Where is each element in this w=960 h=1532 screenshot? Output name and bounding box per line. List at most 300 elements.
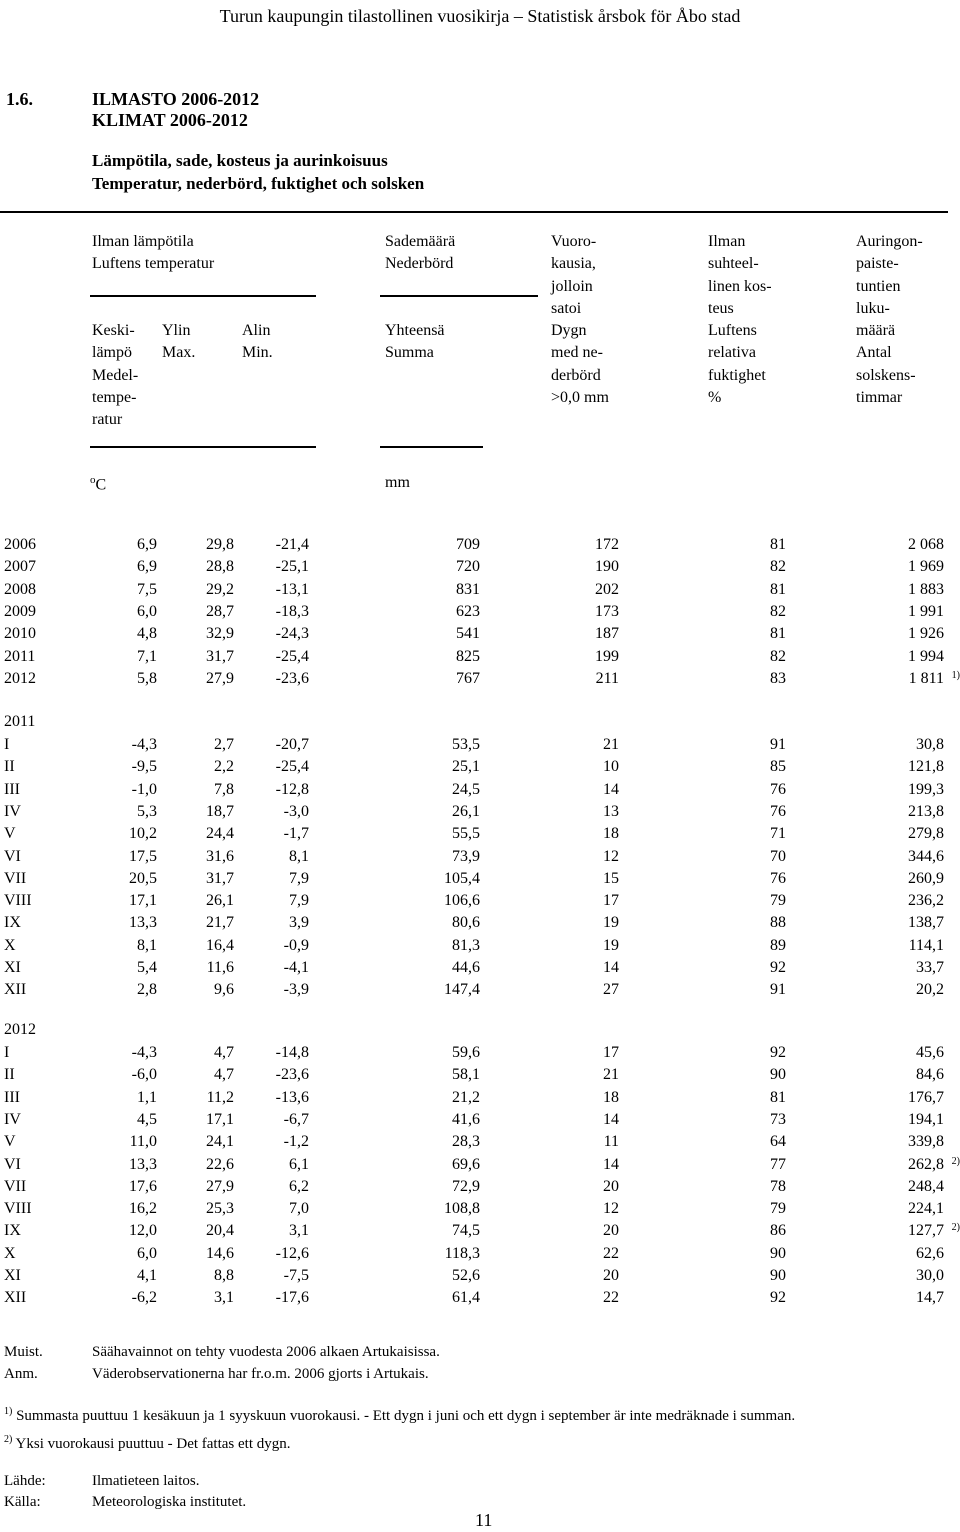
cell-days: 22 — [603, 1244, 619, 1262]
cell-max: 17,1 — [206, 1110, 234, 1128]
cell-days: 20 — [603, 1267, 619, 1284]
table-row — [0, 1133, 960, 1155]
cell-label: VIII — [4, 1200, 32, 1218]
cell-min: -1,2 — [283, 1133, 309, 1151]
section-number: 1.6. — [6, 89, 33, 109]
cell-prec: 106,6 — [444, 892, 480, 910]
cell-label: VI — [4, 1155, 21, 1173]
cell-hum: 71 — [770, 825, 786, 843]
header-prec-group: Sademäärä Nederbörd — [385, 233, 456, 273]
cell-days: 12 — [603, 847, 619, 865]
table-row — [0, 914, 960, 936]
cell-label: 2007 — [4, 558, 36, 576]
cell-label: XII — [4, 1289, 27, 1307]
cell-prec: 541 — [456, 625, 480, 643]
cell-days: 18 — [603, 1088, 619, 1106]
cell-sun: 344,6 — [908, 847, 944, 865]
cell-prec: 147,4 — [444, 981, 480, 999]
cell-mean: 6,0 — [137, 1244, 157, 1262]
table-row — [0, 1289, 960, 1311]
cell-max: 4,7 — [214, 1044, 234, 1061]
cell-hum: 79 — [770, 892, 786, 910]
cell-label: 2008 — [4, 580, 36, 598]
cell-mean: 10,2 — [129, 825, 157, 843]
cell-prec: 709 — [456, 536, 480, 553]
cell-mean: 2,8 — [137, 981, 157, 999]
table-row — [0, 937, 960, 959]
header-rain-days: Vuoro- kausia, jolloin satoi Dygn med ne- derbörd >0,0 mm — [551, 233, 609, 407]
cell-mean: 4,5 — [137, 1110, 157, 1128]
section-subtitle-fi: Lämpötila, sade, kosteus ja aurinkoisuus — [92, 151, 388, 170]
cell-prec: 73,9 — [452, 847, 480, 865]
table-row — [0, 1156, 960, 1178]
block-year-2011 — [0, 713, 960, 735]
section-title-sv: KLIMAT 2006-2012 — [92, 110, 248, 130]
cell-min: 7,9 — [289, 869, 309, 887]
header-temp-max: Ylin Max. — [162, 322, 196, 362]
cell-prec: 28,3 — [452, 1133, 480, 1151]
cell-prec: 41,6 — [452, 1110, 480, 1128]
cell-hum: 82 — [770, 647, 786, 665]
footnote-1 — [4, 1406, 795, 1425]
cell-hum: 91 — [770, 736, 786, 753]
cell-mean: -4,3 — [131, 736, 157, 753]
cell-min: 7,9 — [289, 892, 309, 910]
cell-sun: 30,0 — [916, 1267, 944, 1284]
cell-hum: 81 — [770, 625, 786, 643]
cell-max: 2,7 — [214, 736, 234, 753]
cell-min: -25,1 — [275, 558, 309, 576]
cell-min: -3,0 — [283, 802, 309, 820]
table-row — [0, 603, 960, 625]
cell-sun: 2 068 — [908, 536, 944, 553]
cell-max: 4,7 — [214, 1066, 234, 1084]
cell-min: 8,1 — [289, 847, 309, 865]
cell-min: -25,4 — [275, 647, 309, 665]
cell-days: 190 — [595, 558, 619, 576]
cell-hum: 83 — [770, 669, 786, 687]
cell-label: XI — [4, 1267, 21, 1284]
cell-prec: 80,6 — [452, 914, 480, 932]
cell-sun: 213,8 — [908, 802, 944, 820]
cell-hum: 77 — [770, 1155, 786, 1173]
cell-prec: 55,5 — [452, 825, 480, 843]
footnote-2-text: Yksi vuorokausi puuttuu - Det fattas ett dygn. — [15, 1436, 291, 1452]
cell-days: 14 — [603, 780, 619, 798]
cell-hum: 91 — [770, 981, 786, 999]
cell-mean: 20,5 — [129, 869, 157, 887]
cell-days: 19 — [603, 914, 619, 932]
cell-hum: 90 — [770, 1244, 786, 1262]
cell-hum: 81 — [770, 580, 786, 598]
cell-days: 12 — [603, 1200, 619, 1218]
cell-max: 25,3 — [206, 1200, 234, 1218]
cell-label: VII — [4, 869, 27, 887]
cell-days: 172 — [595, 536, 619, 553]
cell-mean: 5,3 — [137, 802, 157, 820]
cell-mean: 17,1 — [129, 892, 157, 910]
cell-max: 24,1 — [206, 1133, 234, 1151]
cell-prec: 24,5 — [452, 780, 480, 798]
cell-sun: 1 883 — [908, 580, 944, 598]
cell-min: -21,4 — [275, 536, 309, 553]
cell-min: 7,0 — [289, 1200, 309, 1218]
table-row — [0, 670, 960, 692]
cell-min: -6,7 — [283, 1110, 309, 1128]
table-row — [0, 825, 960, 847]
cell-hum: 76 — [770, 802, 786, 820]
cell-mean: 4,1 — [137, 1267, 157, 1284]
cell-sun: 224,1 — [908, 1200, 944, 1218]
cell-label: V — [4, 825, 16, 843]
cell-max: 20,4 — [206, 1222, 234, 1240]
cell-hum: 85 — [770, 758, 786, 776]
table-row — [0, 581, 960, 603]
cell-min: -18,3 — [275, 602, 309, 620]
cell-footnote-mark: 2) — [951, 1222, 960, 1234]
cell-footnote-mark: 2) — [951, 1155, 960, 1167]
table-row — [0, 1044, 960, 1066]
cell-hum: 81 — [770, 536, 786, 553]
table-row — [0, 1178, 960, 1200]
cell-days: 19 — [603, 936, 619, 954]
table-row — [0, 803, 960, 825]
cell-label: III — [4, 1088, 20, 1106]
table-row — [0, 848, 960, 870]
cell-days: 14 — [603, 1155, 619, 1173]
cell-sun: 84,6 — [916, 1066, 944, 1084]
cell-max: 28,8 — [206, 558, 234, 576]
cell-max: 24,4 — [206, 825, 234, 843]
block-year-text: 2012 — [4, 1021, 36, 1038]
cell-hum: 82 — [770, 558, 786, 576]
cell-max: 11,6 — [206, 959, 234, 976]
cell-min: 3,1 — [289, 1222, 309, 1240]
cell-label: 2010 — [4, 625, 36, 643]
table-top-rule — [0, 211, 948, 213]
source-label-sv: Källa: — [4, 1494, 41, 1510]
cell-mean: 6,9 — [137, 536, 157, 553]
footnote-1-mark: 1) — [4, 1406, 13, 1417]
header-prec-sum: Yhteensä Summa — [385, 322, 445, 362]
header-temp-mean: Keski- lämpö Medel- tempe- ratur — [92, 322, 139, 429]
footnote-2 — [4, 1434, 291, 1453]
cell-days: 211 — [595, 669, 619, 687]
cell-mean: 11,0 — [129, 1133, 157, 1151]
cell-days: 22 — [603, 1289, 619, 1307]
section-title-fi: ILMASTO 2006-2012 — [92, 89, 260, 109]
cell-sun: 339,8 — [908, 1133, 944, 1151]
cell-hum: 92 — [770, 1289, 786, 1307]
cell-sun: 199,3 — [908, 780, 944, 798]
cell-days: 21 — [603, 1066, 619, 1084]
cell-max: 11,2 — [206, 1088, 234, 1106]
cell-hum: 64 — [770, 1133, 786, 1151]
source-text-fi: Ilmatieteen laitos. — [92, 1473, 200, 1489]
table-row — [0, 1066, 960, 1088]
cell-mean: 1,1 — [137, 1088, 157, 1106]
cell-max: 14,6 — [206, 1244, 234, 1262]
cell-days: 15 — [603, 869, 619, 887]
section-subtitle-sv: Temperatur, nederbörd, fuktighet och solsken — [92, 174, 425, 193]
header-humidity: Ilman suhteel- linen kos- teus Luftens relativa fuktighet % — [708, 233, 772, 407]
cell-label: 2006 — [4, 536, 36, 553]
cell-hum: 73 — [770, 1110, 786, 1128]
cell-mean: 6,0 — [137, 602, 157, 620]
cell-mean: -6,0 — [131, 1066, 157, 1084]
cell-sun: 176,7 — [908, 1088, 944, 1106]
cell-days: 10 — [603, 758, 619, 776]
header-sunshine: Auringon- paiste- tuntien luku- määrä Antal solskens- timmar — [856, 233, 923, 407]
cell-min: -0,9 — [283, 936, 309, 954]
source-text-sv: Meteorologiska institutet. — [92, 1494, 247, 1510]
cell-mean: 6,9 — [137, 558, 157, 576]
note-text-sv: Väderobservationerna har fr.o.m. 2006 gjorts i Artukais. — [92, 1366, 429, 1382]
cell-hum: 82 — [770, 602, 786, 620]
table-row — [0, 736, 960, 758]
cell-label: IV — [4, 1110, 21, 1128]
cell-days: 27 — [603, 981, 619, 999]
cell-min: -3,9 — [283, 981, 309, 999]
cell-mean: 16,2 — [129, 1200, 157, 1218]
temp-unit-rule — [90, 446, 316, 448]
table-row — [0, 558, 960, 580]
table-row — [0, 892, 960, 914]
cell-label: III — [4, 780, 20, 798]
cell-mean: -9,5 — [131, 758, 157, 776]
header-temp-group: Ilman lämpötila Luftens temperatur — [92, 233, 215, 273]
note-label-sv: Anm. — [4, 1366, 38, 1382]
table-row — [0, 1267, 960, 1289]
cell-max: 2,2 — [214, 758, 234, 776]
cell-max: 21,7 — [206, 914, 234, 932]
cell-max: 29,2 — [206, 580, 234, 598]
cell-hum: 92 — [770, 959, 786, 976]
cell-prec: 58,1 — [452, 1066, 480, 1084]
cell-sun: 1 991 — [908, 602, 944, 620]
cell-label: XII — [4, 981, 27, 999]
note-label-fi: Muist. — [4, 1344, 43, 1360]
cell-label: V — [4, 1133, 16, 1151]
cell-prec: 44,6 — [452, 959, 480, 976]
cell-max: 28,7 — [206, 602, 234, 620]
cell-hum: 76 — [770, 780, 786, 798]
cell-mean: 5,8 — [137, 669, 157, 687]
cell-prec: 74,5 — [452, 1222, 480, 1240]
cell-prec: 720 — [456, 558, 480, 576]
table-row — [0, 870, 960, 892]
page-header: Turun kaupungin tilastollinen vuosikirja – Statistisk årsbok för Åbo stad — [219, 6, 741, 26]
cell-mean: -1,0 — [131, 780, 157, 798]
cell-days: 13 — [603, 802, 619, 820]
cell-label: IV — [4, 802, 21, 820]
cell-sun: 20,2 — [916, 981, 944, 999]
cell-prec: 69,6 — [452, 1155, 480, 1173]
cell-label: 2011 — [4, 647, 36, 665]
page-number: 11 — [475, 1510, 493, 1530]
table-row — [0, 781, 960, 803]
cell-mean: 7,5 — [137, 580, 157, 598]
cell-hum: 70 — [770, 847, 786, 865]
cell-days: 17 — [603, 1044, 619, 1061]
cell-label: I — [4, 1044, 10, 1061]
cell-max: 31,7 — [206, 869, 234, 887]
prec-unit-rule — [380, 446, 483, 448]
cell-days: 14 — [603, 1110, 619, 1128]
cell-prec: 825 — [456, 647, 480, 665]
cell-mean: 8,1 — [137, 936, 157, 954]
cell-sun: 279,8 — [908, 825, 944, 843]
cell-sun: 1 811 — [908, 669, 944, 687]
cell-min: -7,5 — [283, 1267, 309, 1284]
table-row — [0, 1200, 960, 1222]
note-text-fi: Säähavainnot on tehty vuodesta 2006 alkaen Artukaisissa. — [92, 1344, 440, 1360]
cell-min: -23,6 — [275, 1066, 309, 1084]
cell-min: -14,8 — [275, 1044, 309, 1061]
cell-label: VII — [4, 1177, 27, 1195]
cell-sun: 1 994 — [908, 647, 944, 665]
table-row — [0, 1222, 960, 1244]
cell-max: 16,4 — [206, 936, 234, 954]
cell-prec: 25,1 — [452, 758, 480, 776]
cell-mean: 17,5 — [129, 847, 157, 865]
cell-min: 6,1 — [289, 1155, 309, 1173]
table-row — [0, 648, 960, 670]
cell-min: -13,1 — [275, 580, 309, 598]
cell-mean: 13,3 — [129, 914, 157, 932]
cell-days: 173 — [595, 602, 619, 620]
cell-hum: 76 — [770, 869, 786, 887]
cell-mean: -4,3 — [131, 1044, 157, 1061]
cell-label: II — [4, 1066, 15, 1084]
cell-max: 27,9 — [206, 669, 234, 687]
cell-min: -4,1 — [283, 959, 309, 976]
cell-days: 20 — [603, 1177, 619, 1195]
cell-days: 11 — [603, 1133, 619, 1151]
cell-label: I — [4, 736, 10, 753]
table-row — [0, 1245, 960, 1267]
cell-prec: 61,4 — [452, 1289, 480, 1307]
cell-max: 26,1 — [206, 892, 234, 910]
cell-max: 31,7 — [206, 647, 234, 665]
cell-days: 18 — [603, 825, 619, 843]
cell-min: -12,8 — [275, 780, 309, 798]
cell-sun: 262,8 — [908, 1155, 944, 1173]
cell-mean: 13,3 — [129, 1155, 157, 1173]
cell-max: 22,6 — [206, 1155, 234, 1173]
block-year-2012 — [0, 1021, 960, 1043]
cell-sun: 121,8 — [908, 758, 944, 776]
cell-days: 202 — [595, 580, 619, 598]
cell-hum: 90 — [770, 1267, 786, 1284]
cell-sun: 260,9 — [908, 869, 944, 887]
table-row — [0, 981, 960, 1003]
cell-prec: 767 — [456, 669, 480, 687]
cell-label: II — [4, 758, 15, 776]
header-temp-min: Alin Min. — [242, 322, 273, 362]
cell-mean: 17,6 — [129, 1177, 157, 1195]
cell-max: 9,6 — [214, 981, 234, 999]
cell-prec: 26,1 — [452, 802, 480, 820]
cell-prec: 831 — [456, 580, 480, 598]
cell-prec: 53,5 — [452, 736, 480, 753]
cell-min: -20,7 — [275, 736, 309, 753]
cell-prec: 81,3 — [452, 936, 480, 954]
cell-label: 2012 — [4, 669, 36, 687]
cell-sun: 138,7 — [908, 914, 944, 932]
cell-hum: 90 — [770, 1066, 786, 1084]
table-row — [0, 1111, 960, 1133]
cell-sun: 127,7 — [908, 1222, 944, 1240]
cell-prec: 52,6 — [452, 1267, 480, 1284]
cell-min: -24,3 — [275, 625, 309, 643]
cell-days: 17 — [603, 892, 619, 910]
cell-prec: 105,4 — [444, 869, 480, 887]
cell-min: -1,7 — [283, 825, 309, 843]
cell-max: 31,6 — [206, 847, 234, 865]
cell-days: 187 — [595, 625, 619, 643]
cell-mean: 7,1 — [137, 647, 157, 665]
cell-hum: 89 — [770, 936, 786, 954]
cell-mean: -6,2 — [131, 1289, 157, 1307]
cell-min: -25,4 — [275, 758, 309, 776]
cell-sun: 194,1 — [908, 1110, 944, 1128]
cell-prec: 118,3 — [444, 1244, 480, 1262]
cell-sun: 1 969 — [908, 558, 944, 576]
cell-hum: 78 — [770, 1177, 786, 1195]
table-row — [0, 625, 960, 647]
cell-sun: 14,7 — [916, 1289, 944, 1307]
cell-min: -23,6 — [275, 669, 309, 687]
footnote-2-mark: 2) — [4, 1434, 13, 1445]
table-row — [0, 536, 960, 558]
table-row — [0, 1089, 960, 1111]
cell-label: IX — [4, 1222, 21, 1240]
cell-min: -13,6 — [275, 1088, 309, 1106]
cell-sun: 33,7 — [916, 959, 944, 976]
cell-label: VI — [4, 847, 21, 865]
cell-sun: 45,6 — [916, 1044, 944, 1061]
cell-prec: 21,2 — [452, 1088, 480, 1106]
cell-label: VIII — [4, 892, 32, 910]
cell-max: 29,8 — [206, 536, 234, 553]
cell-prec: 59,6 — [452, 1044, 480, 1061]
cell-footnote-mark: 1) — [951, 669, 960, 681]
cell-label: X — [4, 936, 16, 954]
cell-hum: 79 — [770, 1200, 786, 1218]
cell-label: 2009 — [4, 602, 36, 620]
cell-label: X — [4, 1244, 16, 1262]
cell-days: 20 — [603, 1222, 619, 1240]
cell-sun: 1 926 — [908, 625, 944, 643]
unit-precipitation: mm — [385, 474, 410, 491]
cell-label: IX — [4, 914, 21, 932]
cell-mean: 4,8 — [137, 625, 157, 643]
cell-days: 14 — [603, 959, 619, 976]
cell-mean: 12,0 — [129, 1222, 157, 1240]
cell-min: -17,6 — [275, 1289, 309, 1307]
cell-min: 6,2 — [289, 1177, 309, 1195]
source-label-fi: Lähde: — [4, 1473, 46, 1489]
table-row — [0, 758, 960, 780]
cell-mean: 5,4 — [137, 959, 157, 976]
cell-prec: 108,8 — [444, 1200, 480, 1218]
cell-max: 32,9 — [206, 625, 234, 643]
cell-hum: 92 — [770, 1044, 786, 1061]
footnote-1-text: Summasta puuttuu 1 kesäkuun ja 1 syyskuun vuorokausi. - Ett dygn i juni och ett dygn i september är inte medräknade i summan. — [16, 1408, 796, 1424]
cell-max: 27,9 — [206, 1177, 234, 1195]
cell-min: -12,6 — [275, 1244, 309, 1262]
